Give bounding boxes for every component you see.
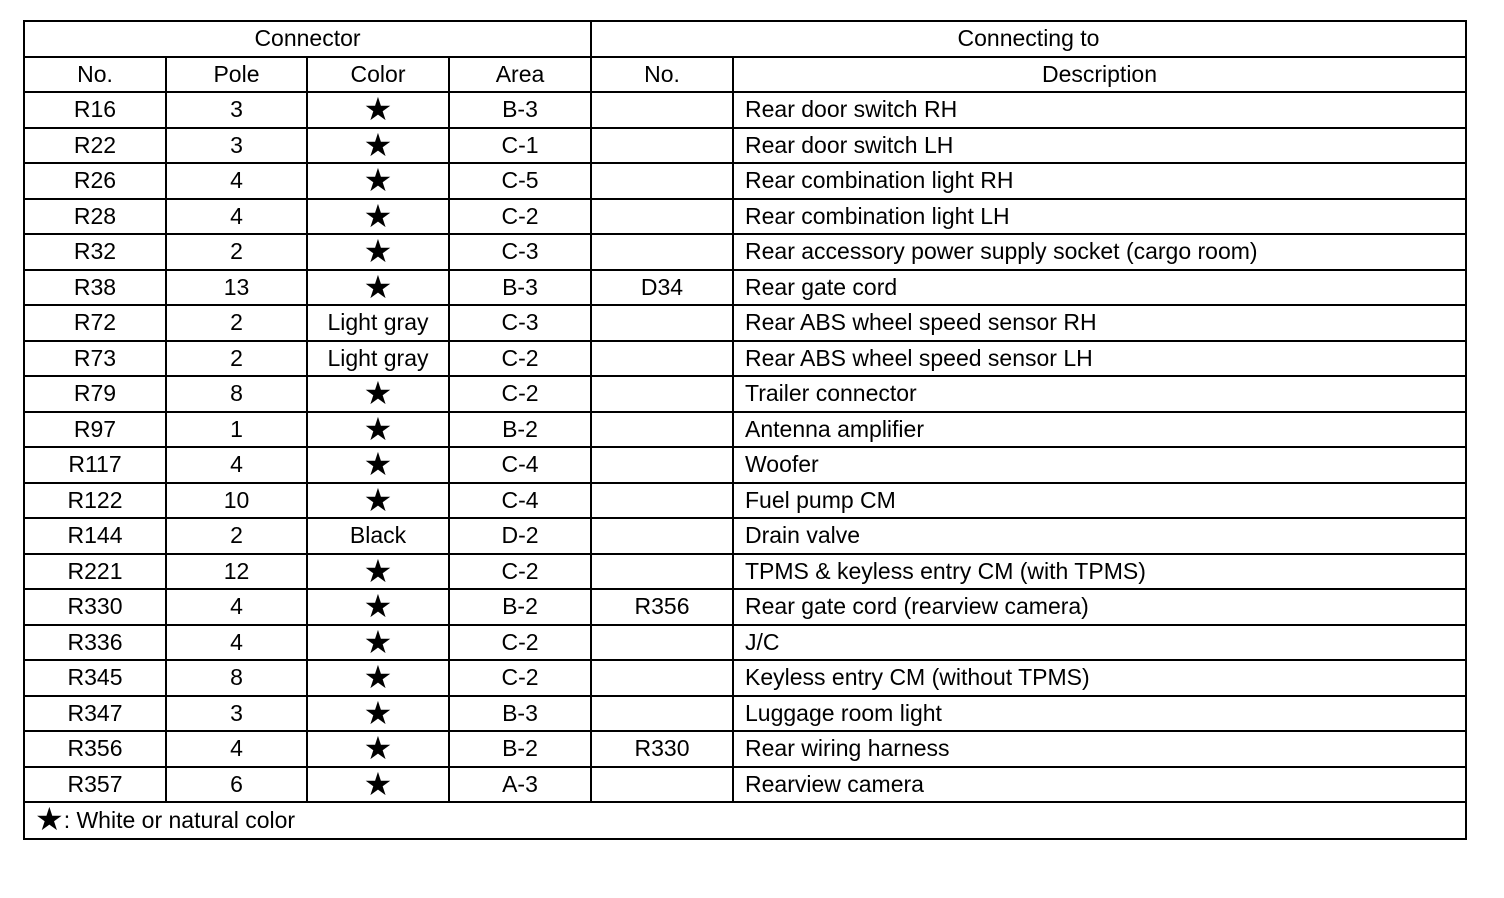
cell-description: Woofer <box>733 447 1466 483</box>
cell-description: J/C <box>733 625 1466 661</box>
cell-no: R97 <box>24 412 166 448</box>
cell-description: Fuel pump CM <box>733 483 1466 519</box>
table-row <box>24 128 1466 164</box>
cell-pole: 4 <box>166 589 307 625</box>
star-icon: ★ <box>307 731 449 767</box>
cell-to-no <box>591 341 733 377</box>
cell-area: B-3 <box>449 696 591 732</box>
cell-pole: 3 <box>166 92 307 128</box>
cell-no: R117 <box>24 447 166 483</box>
star-icon: ★ <box>307 376 449 412</box>
col-header-no: No. <box>24 57 166 93</box>
cell-description: Antenna amplifier <box>733 412 1466 448</box>
cell-pole: 2 <box>166 341 307 377</box>
cell-area: C-2 <box>449 199 591 235</box>
table-row <box>24 767 1466 803</box>
column-header-row <box>24 57 1466 93</box>
cell-to-no <box>591 163 733 199</box>
cell-no: R356 <box>24 731 166 767</box>
table-row <box>24 447 1466 483</box>
cell-to-no <box>591 696 733 732</box>
cell-description: Rear door switch RH <box>733 92 1466 128</box>
connector-table <box>23 20 1467 840</box>
cell-pole: 4 <box>166 625 307 661</box>
cell-area: C-4 <box>449 447 591 483</box>
cell-no: R336 <box>24 625 166 661</box>
star-icon: ★ <box>307 625 449 661</box>
cell-pole: 10 <box>166 483 307 519</box>
cell-no: R72 <box>24 305 166 341</box>
cell-pole: 4 <box>166 163 307 199</box>
table-row <box>24 660 1466 696</box>
cell-pole: 3 <box>166 696 307 732</box>
table-row <box>24 270 1466 306</box>
cell-to-no <box>591 199 733 235</box>
table-row <box>24 305 1466 341</box>
star-icon: ★ <box>307 270 449 306</box>
star-icon: ★ <box>307 589 449 625</box>
star-icon: ★ <box>35 802 64 837</box>
col-header-to-no: No. <box>591 57 733 93</box>
cell-to-no <box>591 483 733 519</box>
cell-to-no <box>591 625 733 661</box>
cell-no: R122 <box>24 483 166 519</box>
cell-pole: 3 <box>166 128 307 164</box>
cell-area: A-3 <box>449 767 591 803</box>
star-icon: ★ <box>307 199 449 235</box>
cell-area: C-4 <box>449 483 591 519</box>
cell-to-no: R330 <box>591 731 733 767</box>
col-header-description: Description <box>733 57 1466 93</box>
star-icon: ★ <box>307 163 449 199</box>
cell-no: R144 <box>24 518 166 554</box>
cell-no: R32 <box>24 234 166 270</box>
table-row <box>24 341 1466 377</box>
cell-no: R357 <box>24 767 166 803</box>
cell-no: R73 <box>24 341 166 377</box>
cell-to-no <box>591 518 733 554</box>
cell-area: C-1 <box>449 128 591 164</box>
cell-area: C-2 <box>449 554 591 590</box>
cell-description: Rear ABS wheel speed sensor RH <box>733 305 1466 341</box>
cell-description: Rear combination light RH <box>733 163 1466 199</box>
cell-area: C-5 <box>449 163 591 199</box>
cell-pole: 4 <box>166 199 307 235</box>
connector-group-header: Connector <box>24 21 591 57</box>
connecting-to-group-header: Connecting to <box>591 21 1466 57</box>
cell-pole: 4 <box>166 731 307 767</box>
star-icon: ★ <box>307 696 449 732</box>
legend-row <box>24 802 1466 839</box>
cell-pole: 12 <box>166 554 307 590</box>
cell-pole: 1 <box>166 412 307 448</box>
cell-pole: 13 <box>166 270 307 306</box>
cell-area: C-3 <box>449 305 591 341</box>
col-header-area: Area <box>449 57 591 93</box>
cell-area: B-2 <box>449 589 591 625</box>
cell-description: TPMS & keyless entry CM (with TPMS) <box>733 554 1466 590</box>
table-row <box>24 376 1466 412</box>
cell-pole: 2 <box>166 305 307 341</box>
cell-no: R221 <box>24 554 166 590</box>
cell-color: Light gray <box>307 341 449 377</box>
cell-no: R330 <box>24 589 166 625</box>
table-row <box>24 696 1466 732</box>
cell-area: B-3 <box>449 92 591 128</box>
cell-area: B-2 <box>449 412 591 448</box>
table-row <box>24 234 1466 270</box>
cell-to-no <box>591 305 733 341</box>
cell-area: C-3 <box>449 234 591 270</box>
cell-to-no <box>591 92 733 128</box>
cell-pole: 2 <box>166 518 307 554</box>
cell-area: B-2 <box>449 731 591 767</box>
table-row <box>24 92 1466 128</box>
table-row <box>24 163 1466 199</box>
cell-description: Rear ABS wheel speed sensor LH <box>733 341 1466 377</box>
cell-area: B-3 <box>449 270 591 306</box>
cell-area: D-2 <box>449 518 591 554</box>
cell-no: R345 <box>24 660 166 696</box>
cell-pole: 4 <box>166 447 307 483</box>
cell-no: R79 <box>24 376 166 412</box>
cell-no: R16 <box>24 92 166 128</box>
cell-to-no <box>591 234 733 270</box>
col-header-pole: Pole <box>166 57 307 93</box>
cell-pole: 2 <box>166 234 307 270</box>
table-row <box>24 589 1466 625</box>
cell-to-no <box>591 412 733 448</box>
star-icon: ★ <box>307 92 449 128</box>
table-body <box>24 92 1466 802</box>
cell-to-no <box>591 447 733 483</box>
cell-no: R26 <box>24 163 166 199</box>
cell-description: Drain valve <box>733 518 1466 554</box>
star-icon: ★ <box>307 660 449 696</box>
cell-pole: 8 <box>166 376 307 412</box>
star-icon: ★ <box>307 554 449 590</box>
cell-pole: 6 <box>166 767 307 803</box>
cell-description: Rearview camera <box>733 767 1466 803</box>
cell-to-no <box>591 128 733 164</box>
cell-description: Luggage room light <box>733 696 1466 732</box>
cell-color: Black <box>307 518 449 554</box>
cell-color: Light gray <box>307 305 449 341</box>
cell-description: Rear wiring harness <box>733 731 1466 767</box>
star-icon: ★ <box>307 483 449 519</box>
table-row <box>24 412 1466 448</box>
star-icon: ★ <box>307 412 449 448</box>
cell-description: Keyless entry CM (without TPMS) <box>733 660 1466 696</box>
cell-to-no: R356 <box>591 589 733 625</box>
cell-area: C-2 <box>449 625 591 661</box>
table-row <box>24 625 1466 661</box>
cell-to-no <box>591 767 733 803</box>
cell-pole: 8 <box>166 660 307 696</box>
star-icon: ★ <box>307 234 449 270</box>
legend-cell <box>24 802 1466 839</box>
star-icon: ★ <box>307 128 449 164</box>
star-icon: ★ <box>307 447 449 483</box>
cell-area: C-2 <box>449 341 591 377</box>
cell-no: R28 <box>24 199 166 235</box>
table-row <box>24 518 1466 554</box>
cell-to-no <box>591 660 733 696</box>
cell-area: C-2 <box>449 376 591 412</box>
cell-description: Rear door switch LH <box>733 128 1466 164</box>
legend-text: : White or natural color <box>63 807 296 833</box>
cell-description: Rear accessory power supply socket (cargo room) <box>733 234 1466 270</box>
col-header-color: Color <box>307 57 449 93</box>
cell-description: Trailer connector <box>733 376 1466 412</box>
group-header-row <box>24 21 1466 57</box>
cell-description: Rear gate cord (rearview camera) <box>733 589 1466 625</box>
table-row <box>24 483 1466 519</box>
cell-no: R38 <box>24 270 166 306</box>
cell-description: Rear gate cord <box>733 270 1466 306</box>
cell-to-no: D34 <box>591 270 733 306</box>
cell-area: C-2 <box>449 660 591 696</box>
table-row <box>24 554 1466 590</box>
cell-no: R22 <box>24 128 166 164</box>
cell-description: Rear combination light LH <box>733 199 1466 235</box>
cell-to-no <box>591 376 733 412</box>
table-row <box>24 731 1466 767</box>
cell-to-no <box>591 554 733 590</box>
star-icon: ★ <box>307 767 449 803</box>
cell-no: R347 <box>24 696 166 732</box>
table-row <box>24 199 1466 235</box>
